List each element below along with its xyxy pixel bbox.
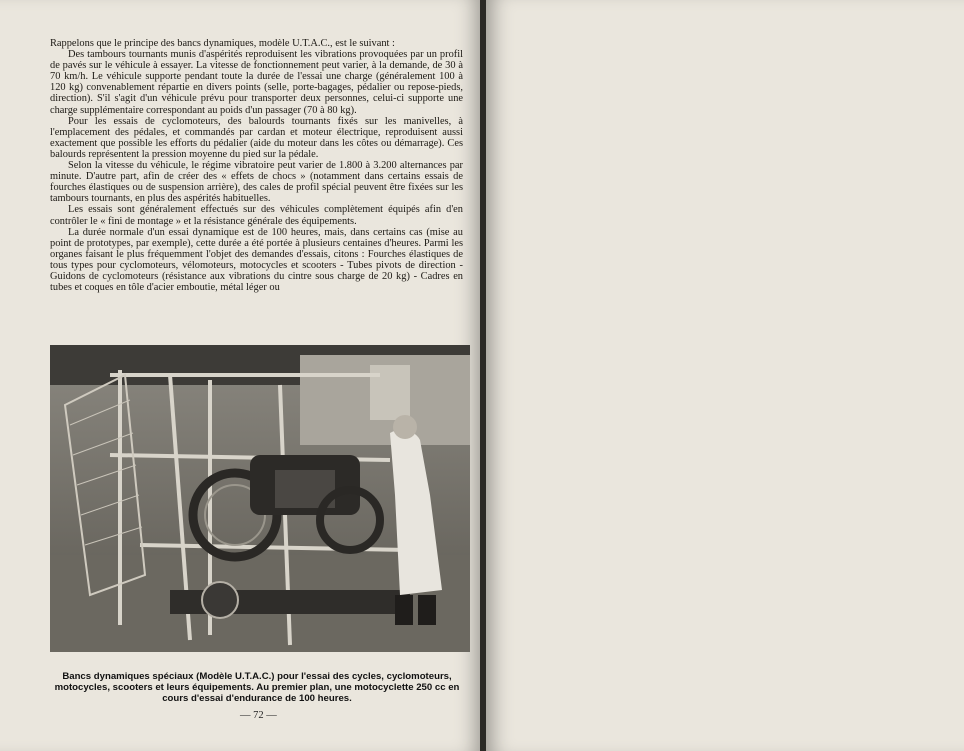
right-page	[486, 0, 964, 751]
page-number: — 72 —	[240, 710, 277, 721]
paragraph: La durée normale d'un essai dynamique est de 100 heures, mais, dans certains cas (mise au point de prototypes, par exemple), cette durée a été portée à plusieurs centaines d'heures. Parmi les organes faisant le plus fréquemment l'objet des demandes d'essais, citons : Fourches élastiques de tous types pour cyclomoteurs, vélomoteurs, motocycles et scooters - Tubes pivots de direction - Guidons de cyclomoteurs (résistance aux vibrations du cintre sous charge de 20 kg) - Cadres en tubes et coques en tôle d'acier emboutie, métal léger ou	[50, 226, 463, 294]
paragraph: Selon la vitesse du véhicule, le régime vibratoire peut varier de 1.800 à 3.200 alternances par minute. D'autre part, afin de créer des « effets de chocs » (notamment dans certains essais de fourches élastiques ou de suspension arrière), des cales de profil spécial peuvent être fixées sur les tambours tournants, en plus des aspérités habituelles.	[50, 160, 463, 205]
left-body-text	[50, 38, 463, 293]
paragraph: Les essais sont généralement effectués sur des véhicules complètement équipés afin d'en contrôler le « fini de montage » et la résistance générale des équipements.	[50, 204, 463, 227]
paragraph: Pour les essais de cyclomoteurs, des balourds tournants fixés sur les manivelles, à l'emplacement des pédales, et commandés par cardan et moteur électrique, reproduisent aussi exactement que possible les efforts du pédalier (aide du moteur dans les côtes ou démarrage). Ces balourds représentent la pression moyenne du pied sur la pédale.	[50, 115, 463, 160]
photo-dynamic-test-benches	[50, 345, 470, 652]
photo-illustration	[50, 345, 470, 652]
paragraph: Des tambours tournants munis d'aspérités reproduisent les vibrations provoquées par un profil de pavés sur le véhicule à essayer. La vitesse de fonctionnement peut varier, à la demande, de 30 à 70 km/h. Le véhicule supporte pendant toute la durée de l'essai une charge (généralement 100 à 120 kg) convenablement répartie en divers points (selle, porte-bagages, pédalier ou repose-pieds, direction). S'il s'agit d'un véhicule prévu pour transporter deux personnes, celui-ci supporte une charge supplémentaire correspondant au poids d'un passager (70 à 80 kg).	[50, 49, 463, 116]
photo-caption: Bancs dynamiques spéciaux (Modèle U.T.A.C.) pour l'essai des cycles, cyclomoteurs, motocycles, scooters et leurs équipements. Au premier plan, une motocyclette 250 cc en cours d'essai d'endurance de 100 heures.	[54, 671, 460, 704]
paragraph: Rappelons que le principe des bancs dynamiques, modèle U.T.A.C., est le suivant :	[50, 38, 395, 49]
